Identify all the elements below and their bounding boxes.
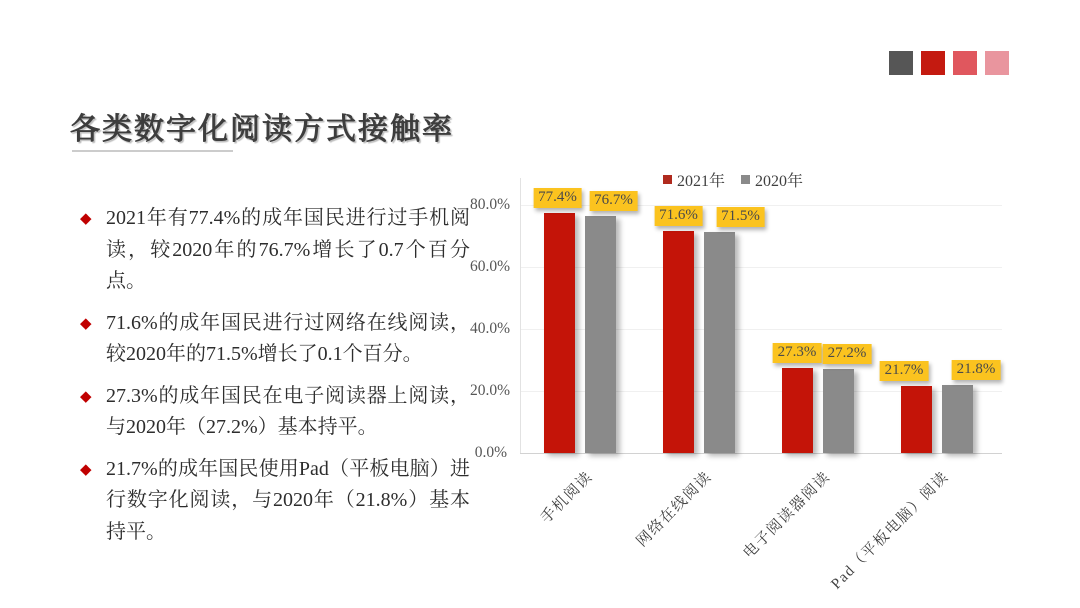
bullet-text: 2021年有77.4%的成年国民进行过手机阅读，较2020年的76.7%增长了0.7个百分点。: [106, 207, 470, 292]
decor-square-rose: [953, 51, 977, 75]
bar-value-label: 27.2%: [823, 344, 872, 364]
bar-2020年-Pad（平板电脑）阅读: [942, 385, 973, 452]
bar-value-label: 71.6%: [654, 206, 703, 226]
bullet-text: 71.6%的成年国民进行过网络在线阅读，较2020年的71.5%增长了0.1个百分。: [106, 311, 470, 365]
decor-square-pink: [985, 51, 1009, 75]
bar-chart: [470, 160, 1080, 608]
bar-value-label: 76.7%: [589, 191, 638, 211]
y-axis-tick-label: 40.0%: [470, 320, 511, 337]
bullet-item: [80, 381, 470, 444]
diamond-bullet-icon: ◆: [80, 388, 92, 405]
bar-2020年-手机阅读: [585, 216, 616, 453]
bar-2021年-手机阅读: [544, 213, 575, 452]
y-axis-line: [520, 178, 521, 453]
bar-value-label: 71.5%: [716, 207, 765, 227]
decor-square-red: [921, 51, 945, 75]
x-axis-category-label: Pad（平板电脑）阅读: [828, 468, 953, 593]
bullet-item: [80, 454, 470, 549]
diamond-bullet-icon: ◆: [80, 461, 92, 478]
legend-label: 2020年: [755, 173, 804, 190]
legend-swatch-icon: [741, 175, 750, 184]
bar-value-label: 21.7%: [880, 361, 929, 381]
bar-2021年-Pad（平板电脑）阅读: [901, 386, 932, 453]
y-axis-tick-label: 60.0%: [470, 258, 511, 276]
x-axis-category-label: 手机阅读: [538, 468, 597, 527]
bar-value-label: 21.8%: [952, 360, 1001, 380]
bar-value-label: 77.4%: [533, 188, 582, 208]
y-axis-tick-label: 0.0%: [474, 443, 507, 461]
bullet-item: [80, 308, 470, 371]
x-axis-category-label: 网络在线阅读: [633, 468, 716, 551]
diamond-bullet-icon: ◆: [80, 315, 92, 332]
diamond-bullet-icon: ◆: [80, 211, 92, 227]
bullet-list: [80, 203, 470, 558]
bar-2021年-电子阅读器阅读: [782, 368, 813, 452]
bar-value-label: 27.3%: [773, 343, 822, 363]
legend-item-2020年: [741, 168, 803, 191]
legend-item-2021年: [663, 168, 725, 191]
bar-2020年-电子阅读器阅读: [823, 369, 854, 453]
page-title: 各类数字化阅读方式接触率: [70, 113, 454, 146]
decor-square-gray: [889, 51, 913, 75]
bar-2021年-网络在线阅读: [663, 231, 694, 452]
x-axis-category-label: 电子阅读器阅读: [740, 468, 834, 562]
bullet-item: [80, 203, 470, 298]
bar-2020年-网络在线阅读: [704, 232, 735, 453]
decor-squares: [889, 51, 1009, 75]
bullet-text: 21.7%的成年国民使用Pad（平板电脑）进行数字化阅读，与2020年（21.8%）基本持平。: [106, 457, 470, 543]
y-axis-tick-label: 80.0%: [470, 196, 511, 214]
chart-legend: [663, 168, 803, 191]
y-axis-tick-label: 20.0%: [470, 381, 511, 399]
legend-swatch-icon: [663, 175, 672, 184]
x-axis-line: [520, 453, 1002, 454]
title-underline: [72, 150, 233, 152]
legend-label: 2021年: [677, 173, 726, 190]
bullet-text: 27.3%的成年国民在电子阅读器上阅读，与2020年（27.2%）基本持平。: [106, 384, 470, 438]
